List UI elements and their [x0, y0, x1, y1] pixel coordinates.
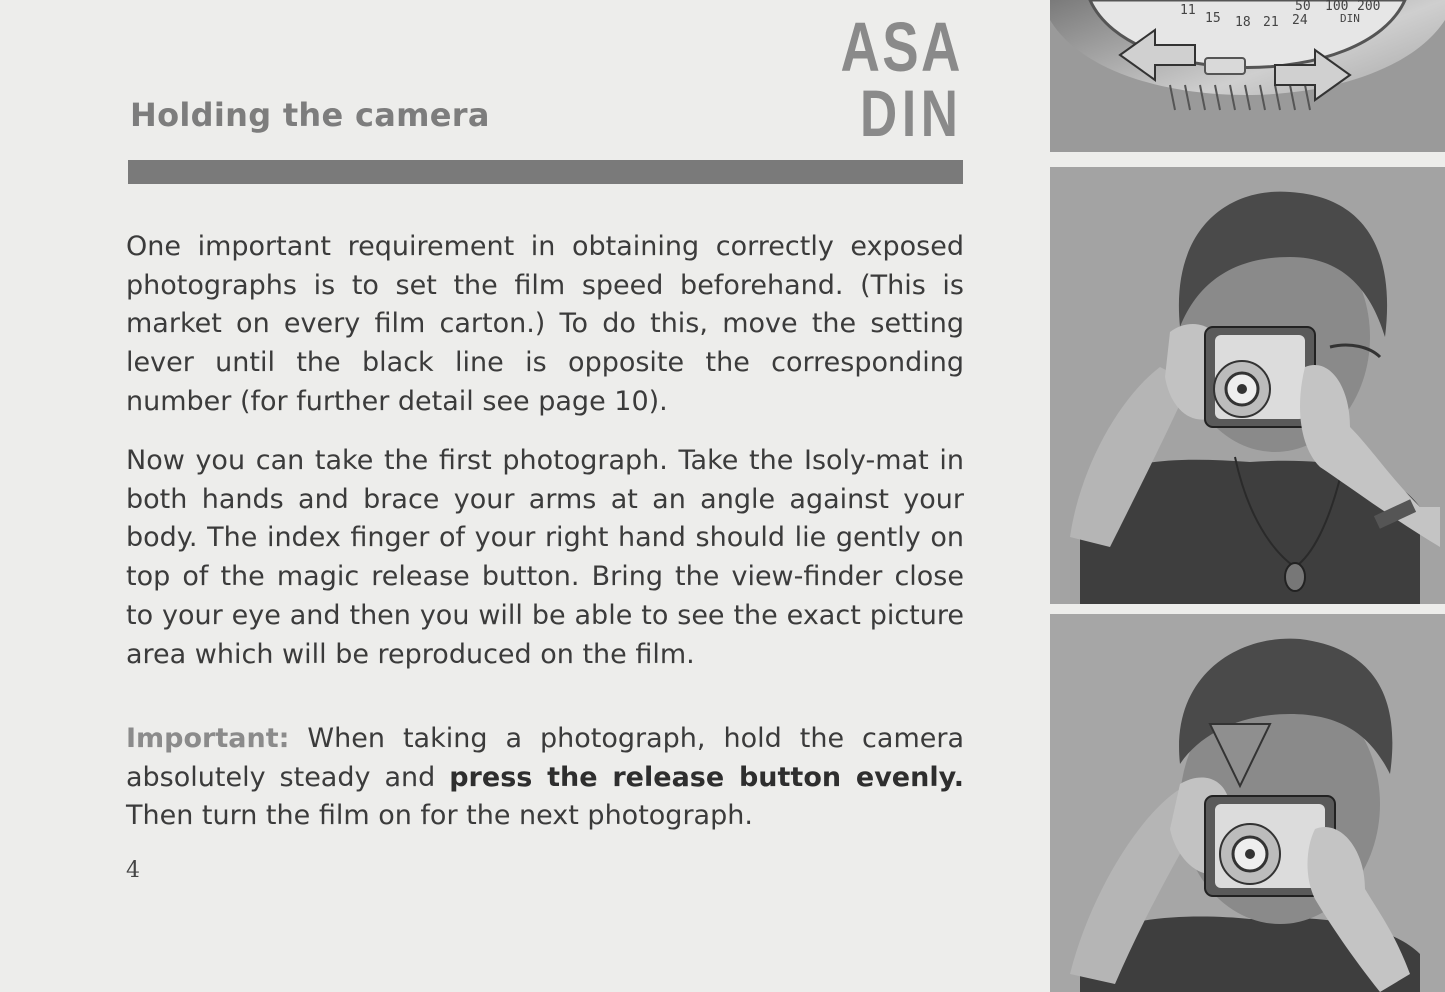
viewfinder-illustration: [1050, 614, 1445, 992]
asa-label: ASA: [840, 8, 963, 86]
dial-photo: [1050, 0, 1445, 152]
dial-illustration: [1050, 0, 1445, 152]
page-title: Holding the camera: [130, 96, 490, 134]
page-number: 4: [126, 858, 140, 883]
setting-lever: [1205, 58, 1245, 74]
paragraph-text: Now you can take the first photograph. Take the Isoly-mat in both hands and brace your arms at an angle against your body. The index finger of your right hand should lie gently on top of the magic release button. Bring the view-finder close to your eye and then you will be able to see the exact picture area which will be reproduced on the film.: [126, 445, 964, 670]
paragraph-important: [126, 720, 964, 836]
paragraph-film-speed: [126, 228, 964, 422]
dial-number: 24: [1292, 13, 1308, 28]
dial-number: 100: [1325, 0, 1349, 14]
paragraph-taking-photo: [126, 442, 964, 674]
important-text-a: When taking a photograph, hold the camera absolutely steady and: [126, 723, 964, 793]
dial-number: 15: [1205, 11, 1221, 26]
paragraph-text: One important requirement in obtaining correctly exposed photographs is to set the film speed beforehand. (This is market on every film carton.) To do this, move the setting lever until the black line is opposite the corresponding number (for further detail see page 10).: [126, 231, 964, 417]
dial-number: 50: [1295, 0, 1311, 14]
dial-number: 11: [1180, 3, 1196, 18]
important-label: Important:: [126, 723, 290, 754]
paragraph-text: [126, 720, 964, 836]
important-text-b: Then turn the film on for the next photograph.: [126, 800, 753, 832]
important-emphasis: press the release button evenly.: [449, 761, 964, 793]
pendant: [1285, 563, 1305, 591]
title-divider-bar: [128, 160, 963, 184]
dial-number: 200: [1357, 0, 1381, 14]
dial-din-label: DIN: [1340, 12, 1360, 25]
dial-number: 21: [1263, 15, 1279, 30]
din-label: DIN: [860, 76, 963, 150]
lens-center: [1237, 384, 1247, 394]
holding-camera-illustration: [1050, 167, 1445, 604]
holding-camera-photo: [1050, 167, 1445, 604]
viewfinder-photo: [1050, 614, 1445, 992]
lens-center: [1245, 849, 1255, 859]
dial-number: 18: [1235, 15, 1251, 30]
